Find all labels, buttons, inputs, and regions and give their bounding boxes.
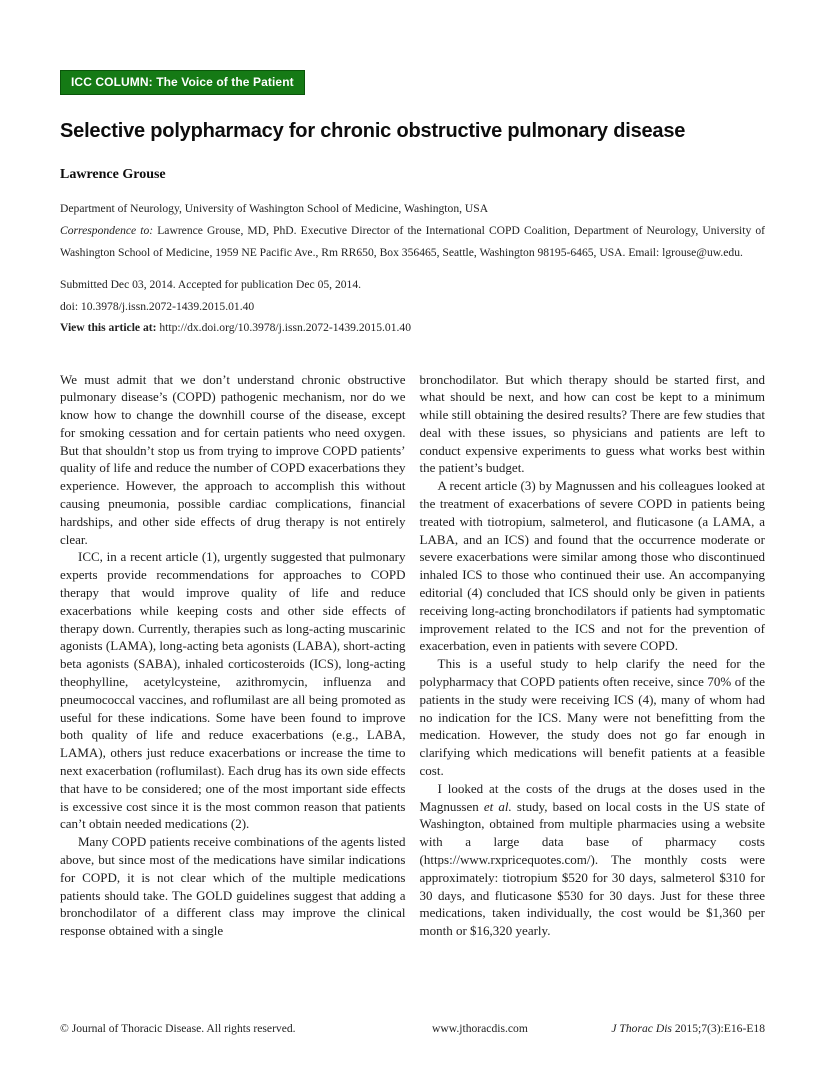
affiliation-block	[60, 198, 765, 264]
footer-copyright: © Journal of Thoracic Disease. All rights reserved.	[60, 1022, 296, 1035]
column-badge-label: ICC COLUMN: The Voice of the Patient	[71, 75, 294, 89]
footer-journal-name: J Thorac Dis	[611, 1022, 672, 1035]
doi-line: doi: 10.3978/j.issn.2072-1439.2015.01.40	[60, 299, 255, 313]
correspondence-text: Lawrence Grouse, MD, PhD. Executive Director of the International COPD Coalition, Department of Neurology, University of Washington School of Medicine, 1959 NE Pacific Ave., Rm RR650, Box 356465, Seattle, Washington 98195-6465, USA. Email: lgrouse@uw.edu.	[60, 224, 766, 259]
column-badge	[60, 70, 305, 95]
correspondence-label: Correspondence to:	[60, 224, 154, 237]
page-title: Selective polypharmacy for chronic obstructive pulmonary disease	[60, 120, 686, 142]
article-body	[60, 371, 765, 941]
paragraph: bronchodilator. But which therapy should be started first, and what should be next, and how can cost be kept to a minimum while still obtaining the desired results? There are few studies that deal with these issues, so physicians and patients are left to conduct expensive experiments to guess what works best within the patient’s budget.	[419, 371, 765, 476]
et-al-italic: et al.	[483, 798, 512, 814]
affiliation-line: Department of Neurology, University of Washington School of Medicine, Washington, USA	[60, 202, 489, 215]
paragraph	[420, 780, 766, 940]
right-column	[420, 371, 766, 941]
paragraph-text: study, based on local costs in the US state of Washington, obtained from multiple pharmacies using a website with a large data base of pharmacy costs (https://www.rxpricequotes.com/). The monthly costs were approximately: tiotropium $520 for 30 days, salmeterol $310 for 30 days, and fluticasone $530 for 30 days. Just for these three medications, taken individually, the cost would be $1,360 per month or $16,320 yearly.	[419, 798, 766, 939]
paragraph: ICC, in a recent article (1), urgently suggested that pulmonary experts provide recommendations for approaches to COPD therapy that would improve quality of life and reduce exacerbations while keeping costs and other side effects of therapy down. Currently, therapies such as long-acting muscarinic agonists (LAMA), long-acting beta agonists (LABA), short-acting beta agonists (SABA), inhaled corticosteroids (ICS), long-acting theophylline, acetylcysteine, azithromycin, influenza and pneumococcal vaccines, and roflumilast are all being promoted as useful for these indications. Some have been found to improve both quality of life and reduce exacerbations (e.g., LABA, LAMA), others just reduce exacerbations or increase the time to next exacerbation (roflumilast). Each drug has its own side effects that have to be considered; one of the most important side effects is excessive cost since it is the most common reason that patients can’t obtain needed medications (2).	[60, 549, 406, 832]
paragraph: We must admit that we don’t understand chronic obstructive pulmonary disease’s (COPD) pathogenic mechanism, nor do we know how to change the downhill course of the disease, except for smoking cessation and for certain patients who need oxygen. But that shouldn’t stop us from trying to improve COPD patients’ quality of life and reduce the number of COPD exacerbations they experience. However, the approach to accomplish this without causing pneumonia, possible cardiac complications, financial hardships, and other side effects of drug therapy is not entirely clear.	[60, 371, 406, 547]
page-footer	[60, 1022, 765, 1035]
meta-block	[60, 274, 765, 339]
view-article-label: View this article at:	[60, 321, 157, 334]
correspondence-line	[60, 220, 765, 264]
paragraph-text: I looked at the costs of the drugs at the doses used in the Magnussen	[419, 780, 765, 814]
paragraph: A recent article (3) by Magnussen and his colleagues looked at the treatment of exacerbations of severe COPD in patients being treated with tiotropium, salmeterol, and fluticasone (a LAMA, a LABA, and an ICS) and found that the occurrence moderate or severe exacerbations were similar among those who discontinued inhaled ICS to those who continued their use. An accompanying editorial (4) concluded that ICS should only be given in patients receiving long-acting bronchodilators if patients had symptomatic improvement related to the ICS and not for the prevention of exacerbation, even in patients with severe COPD.	[419, 478, 765, 654]
paragraph: This is a useful study to help clarify the need for the polypharmacy that COPD patients often receive, since 70% of the patients in the study were receiving ICS (4), many of whom had no indication for the ICS. Many were not benefitting from the medication. However, the study does not go far enough in clarifying which medications will benefit patients at a feasible cost.	[419, 656, 765, 779]
footer-citation	[611, 1022, 765, 1035]
submission-dates: Submitted Dec 03, 2014. Accepted for publication Dec 05, 2014.	[60, 278, 362, 291]
footer-website-link[interactable]: www.jthoracdis.com	[432, 1022, 528, 1035]
footer-citation-rest: 2015;7(3):E16-E18	[671, 1022, 765, 1035]
paragraph: Many COPD patients receive combinations of the agents listed above, but since most of the medications have similar indications for COPD, it is not clear which of the multiple medications patients should take. The GOLD guidelines suggest that adding a bronchodilator of a different class may improve the clinical response obtained with a single	[60, 834, 406, 939]
left-column	[60, 371, 406, 941]
view-article-line	[60, 317, 765, 339]
author-name: Lawrence Grouse	[60, 167, 166, 182]
view-article-link[interactable]: http://dx.doi.org/10.3978/j.issn.2072-1439.2015.01.40	[156, 321, 412, 334]
